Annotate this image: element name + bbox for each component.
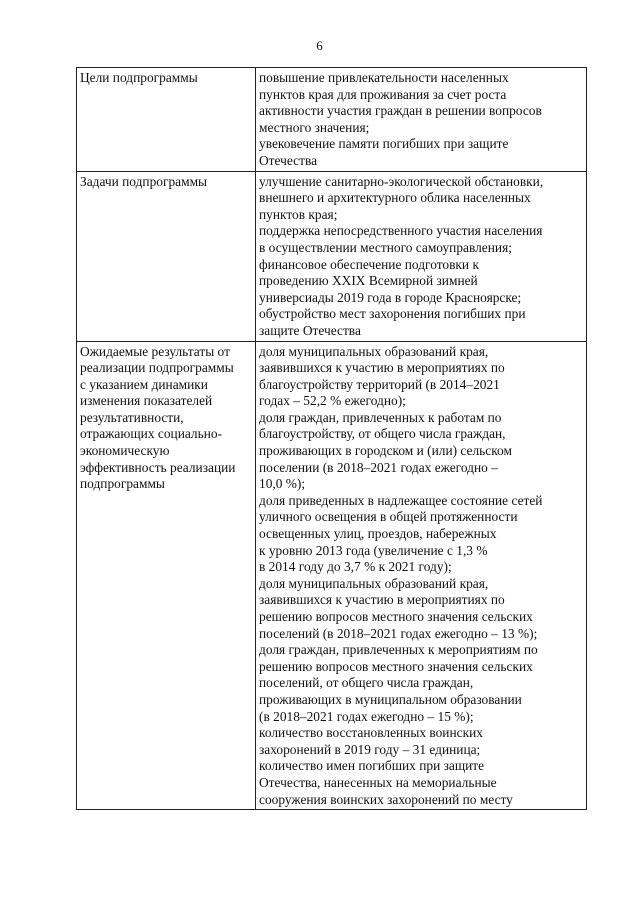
value-line: заявившихся к участию в мероприятиях по xyxy=(259,592,505,608)
value-line: захоронений в 2019 году – 31 единица; xyxy=(259,741,481,757)
value-line: Отечества xyxy=(259,152,318,168)
value-line: доля муниципальных образований края, xyxy=(259,343,489,359)
value-line: 10,0 %); xyxy=(259,476,306,492)
value-line: активности участия граждан в решении вопросов xyxy=(259,103,542,119)
label-line: результативности, xyxy=(80,409,184,425)
label-line: подпрограммы xyxy=(80,476,165,492)
row-label-cell xyxy=(77,341,256,810)
page-number: 6 xyxy=(316,38,323,53)
value-line: уличного освещения в общей протяженности xyxy=(259,509,518,525)
value-line: (в 2018–2021 годах ежегодно – 15 %); xyxy=(259,708,474,724)
value-line: пунктов края для проживания за счет роста xyxy=(259,86,507,102)
value-line: освещенных улиц, проездов, набережных xyxy=(259,526,497,542)
value-line: проживающих в городском и (или) сельском xyxy=(259,443,512,459)
value-line: увековечение памяти погибших при защите xyxy=(259,136,509,152)
label-line: реализации подпрограммы xyxy=(80,360,234,376)
value-line: финансовое обеспечение подготовки к xyxy=(259,256,479,272)
value-line: универсиады 2019 года в городе Красноярске; xyxy=(259,289,522,305)
value-line: поселений, от общего числа граждан, xyxy=(259,675,474,691)
table-row xyxy=(77,68,587,172)
value-line: решению вопросов местного значения сельских xyxy=(259,658,533,674)
table-row xyxy=(77,341,587,810)
label-line: эффективность реализации xyxy=(80,459,236,475)
value-line: повышение привлекательности населенных xyxy=(259,70,509,85)
row-value-cell xyxy=(256,341,587,810)
label-line: Задачи подпрограммы xyxy=(80,173,208,189)
value-line: доля граждан, привлеченных к мероприятиям по xyxy=(259,642,538,658)
row-label-cell xyxy=(77,68,256,172)
value-line: в осуществлении местного самоуправления; xyxy=(259,239,512,255)
subprogram-passport-table xyxy=(76,67,587,810)
label-line: отражающих социально- xyxy=(80,426,223,442)
value-line: благоустройству территорий (в 2014–2021 xyxy=(259,376,500,392)
label-line: Ожидаемые результаты от xyxy=(80,343,230,359)
row-value-cell xyxy=(256,68,587,172)
value-line: поддержка непосредственного участия населения xyxy=(259,223,543,239)
value-line: решению вопросов местного значения сельских xyxy=(259,609,533,624)
label-line: изменения показателей xyxy=(80,393,213,409)
value-line: в 2014 году до 3,7 % к 2021 году); xyxy=(259,559,452,575)
value-line: защите Отечества xyxy=(259,322,361,338)
value-line: обустройство мест захоронения погибших при xyxy=(259,306,526,322)
table-row xyxy=(77,171,587,341)
value-line: пунктов края; xyxy=(259,206,338,222)
value-line: количество имен погибших при защите xyxy=(259,758,485,774)
label-line: экономическую xyxy=(80,443,170,459)
value-line: доля приведенных в надлежащее состояние сетей xyxy=(259,492,543,508)
value-line: доля граждан, привлеченных к работам по xyxy=(259,409,502,425)
value-line: Отечества, нанесенных на мемориальные xyxy=(259,774,497,790)
label-line: Цели подпрограммы xyxy=(80,70,198,85)
row-value-cell xyxy=(256,171,587,341)
label-line: с указанием динамики xyxy=(80,376,208,392)
value-line: улучшение санитарно-экологической обстановки, xyxy=(259,173,544,189)
value-line: местного значения; xyxy=(259,119,370,135)
value-line: проведению XXIX Всемирной зимней xyxy=(259,273,478,289)
table-body xyxy=(77,68,587,810)
value-line: поселении (в 2018–2021 годах ежегодно – xyxy=(259,459,498,475)
value-line: проживающих в муниципальном образовании xyxy=(259,691,522,707)
value-line: доля муниципальных образований края, xyxy=(259,575,489,591)
value-line: поселений (в 2018–2021 годах ежегодно – 13 %); xyxy=(259,625,538,641)
value-line: количество восстановленных воинских xyxy=(259,725,483,741)
value-line: внешнего и архитектурного облика населенных xyxy=(259,190,531,206)
row-label-cell xyxy=(77,171,256,341)
value-line: годах – 52,2 % ежегодно); xyxy=(259,393,406,409)
value-line: сооружения воинских захоронений по месту xyxy=(259,791,513,807)
value-line: заявившихся к участию в мероприятиях по xyxy=(259,360,505,376)
value-line: к уровню 2013 года (увеличение с 1,3 % xyxy=(259,542,488,558)
value-line: благоустройству, от общего числа граждан, xyxy=(259,426,506,442)
